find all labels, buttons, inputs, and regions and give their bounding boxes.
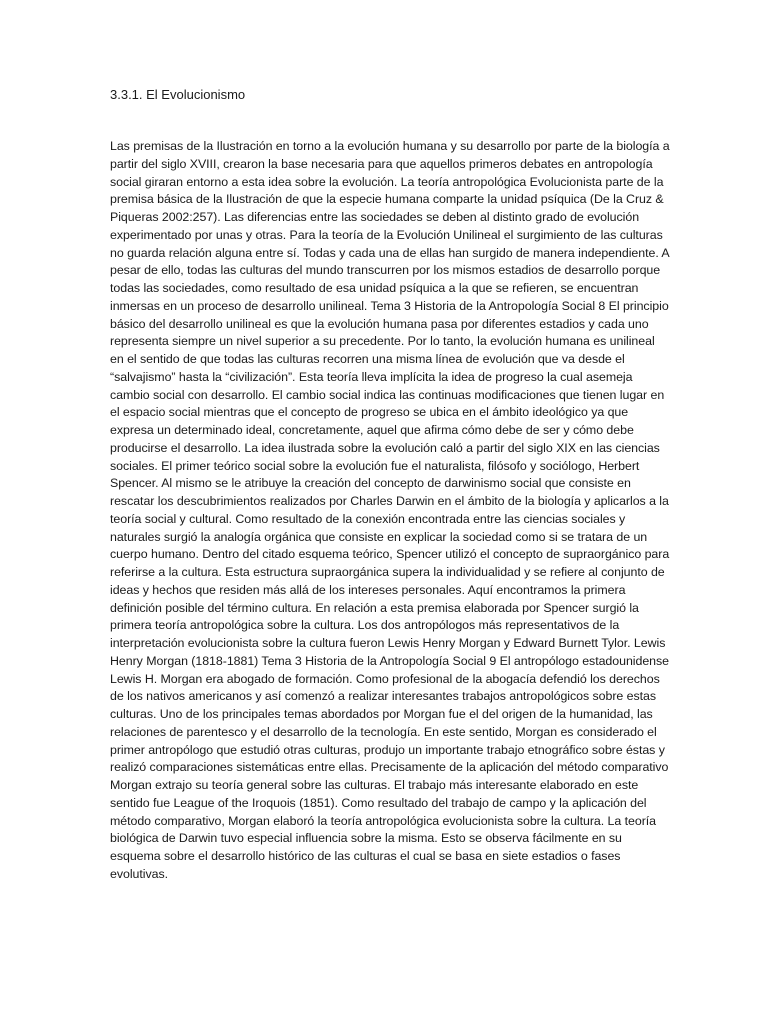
section-heading: 3.3.1. El Evolucionismo [110,87,246,102]
body-paragraph: Las premisas de la Ilustración en torno a la evolución humana y su desarrollo por parte de la biología a partir del siglo XVIII, crearon la base necesaria para que aquellos primeros debates en antropología social giraran entorno a esta idea sobre la evolución. La teoría antropológica Evolucionista parte de la premisa básica de la Ilustración de que la especie humana comparte la unidad psíquica (De la Cruz & Piqueras 2002:257). Las diferencias entre las sociedades se deben al distinto grado de evolución experimentado por unas y otras. Para la teoría de la Evolución Unilineal el surgimiento de las culturas no guarda relación alguna entre sí. Todas y cada una de ellas han surgido de manera independiente. A pesar de ello, todas las culturas del mundo transcurren por los mismos estadios de desarrollo porque todas las sociedades, como resultado de esa unidad psíquica a la que se refieren, se encuentran inmersas en un proceso de desarrollo unilineal. Tema 3 Historia de la Antropología Social 8 El principio básico del desarrollo unilineal es que la evolución humana pasa por diferentes estadios y cada uno representa siempre un nivel superior a su precedente. Por lo tanto, la evolución humana es unilineal en el sentido de que todas las culturas recorren una misma línea de evolución que va desde el “salvajismo” hasta la “civilización”. Esta teoría lleva implícita la idea de progreso la cual asemeja cambio social con desarrollo. El cambio social indica las continuas modificaciones que tienen lugar en el espacio social mientras que el concepto de progreso se ubica en el ámbito ideológico ya que expresa un determinado ideal, concretamente, aquel que afirma cómo debe de ser y cómo debe producirse el desarrollo. La idea ilustrada sobre la evolución caló a partir del siglo XIX en las ciencias sociales. El primer teórico social sobre la evolución fue el naturalista, filósofo y sociólogo, Herbert Spencer. Al mismo se le atribuye la creación del concepto de darwinismo social que consiste en rescatar los descubrimientos realizados por Charles Darwin en el ámbito de la biología y aplicarlos a la teoría social y cultural. Como resultado de la conexión encontrada entre las ciencias sociales y naturales surgió la analogía orgánica que consiste en explicar la sociedad como si se tratara de un cuerpo humano. Dentro del citado esquema teórico, Spencer utilizó el concepto de supraorgánico para referirse a la cultura. Esta estructura supraorgánica supera la individualidad y se refiere al conjunto de ideas y hechos que residen más allá de los intereses personales. Aquí encontramos la primera definición posible del término cultura. En relación a esta premisa elaborada por Spencer surgió la primera teoría antropológica sobre la cultura. Los dos antropólogos más representativos de la interpretación evolucionista sobre la cultura fueron Lewis Henry Morgan y Edward Burnett Tylor. Lewis Henry Morgan (1818-1881) Tema 3 Historia de la Antropología Social 9 El antropólogo estadounidense Lewis H. Morgan era abogado de formación. Como profesional de la abogacía defendió los derechos de los nativos americanos y así comenzó a realizar interesantes trabajos antropológicos sobre estas culturas. Uno de los principales temas abordados por Morgan fue el del origen de la humanidad, las relaciones de parentesco y el desarrollo de la tecnología. En este sentido, Morgan es considerado el primer antropólogo que estudió otras culturas, produjo un importante trabajo etnográfico sobre éstas y realizó comparaciones sistemáticas entre ellas. Precisamente de la aplicación del método comparativo Morgan extrajo su teoría general sobre las culturas. El trabajo más interesante elaborado en este sentido fue League of the Iroquois (1851). Como resultado del trabajo de campo y la aplicación del método comparativo, Morgan elaboró la teoría antropológica evolucionista sobre la cultura. La teoría biológica de Darwin tuvo especial influencia sobre la misma. Esto se observa fácilmente en su esquema sobre el desarrollo histórico de las culturas el cual se basa en siete estadios o fases evolutivas. [110,139,670,881]
